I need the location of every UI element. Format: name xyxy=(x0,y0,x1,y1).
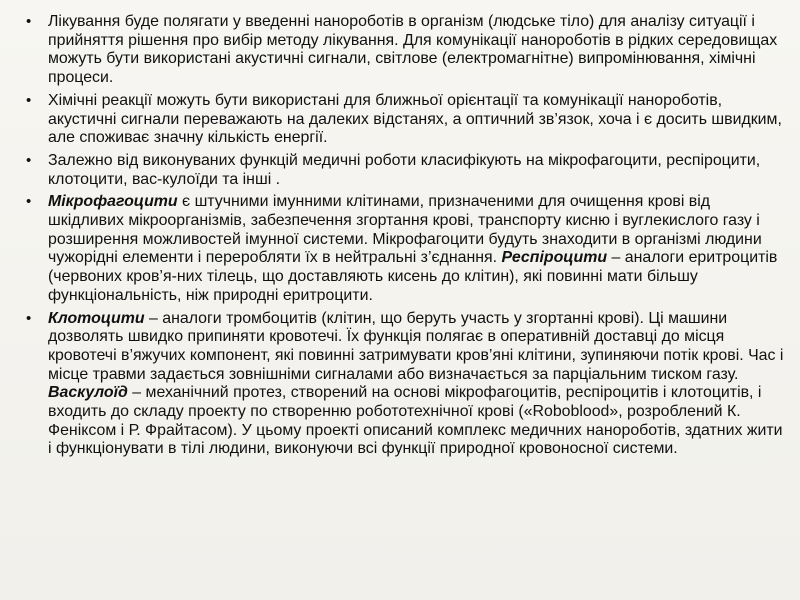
bullet-text: – аналоги тромбоцитів (клітин, що беруть участь у згортанні крові). Ці машини дозволять швидко припиняти кровотечі. Їх функція полягає в оперативній доставці до місця кровотечі в’яжучих компонент, які повинні затримувати кров’яні клітини, зупиняючи потік крові. Час і місце травми задається зовнішніми сигналами або визначається за парціальним тиском газу. xyxy=(48,309,784,383)
term-respirocytes: Респіроцити xyxy=(501,249,608,267)
bullet-item-classification xyxy=(24,152,784,189)
bullet-item-clottocytes xyxy=(24,310,784,460)
bullet-text: є штучними імунними клітинами, призначеними для очищення крові від шкідливих мікроорганізмів, забезпечення згортання крові, транспорту кисню і вуглекислого газу і розширення можливостей імунної системи. Мікрофагоцити будуть знаходити в організмі людини чужорідні елементи і переробляти їх в нейтральні з’єднання. xyxy=(48,193,762,267)
bullet-list xyxy=(24,13,784,463)
bullet-item-microphagocytes xyxy=(24,193,784,305)
bullet-item-treatment xyxy=(24,13,784,88)
bullet-text: Залежно від виконуваних функцій медичні роботи класифікують на мікрофагоцити, респіроцити, клотоцити, вас-кулоїди та інші . xyxy=(48,151,761,188)
bullet-text: Лікування буде полягати у введенні нанороботів в організм (людське тіло) для аналізу ситуації і прийняття рішення про вибір методу лікування. Для комунікації нанороботів в рідких середовищах можуть бути використані акустичні сигнали, світлове (електромагнітне) випромінювання, хімічні процеси. xyxy=(48,13,778,87)
bullet-text: – механічний протез, створений на основі мікрофагоцитів, респіроцитів і клотоцитів, і входить до складу проекту по створенню робототехнічної крові («Roboblood», розроблений К. Феніксом і Р. Фрайтасом). У цьому проекті описаний комплекс медичних нанороботів, здатних жити і функціонувати в тілі людини, виконуючи всі функції природної кровоносної системи. xyxy=(48,384,783,458)
term-clottocytes: Клотоцити xyxy=(48,309,145,327)
bullet-text: – аналоги еритроцитів (червоних кров’я-них тілець, що доставляють кисень до клітин), які повинні мати більшу функціональність, ніж природні еритроцити. xyxy=(48,249,778,304)
bullet-text: Хімічні реакції можуть бути використані для ближньої орієнтації та комунікації нанороботів, акустичні сигнали переважають на далеких відстанях, а оптичний зв’язок, хоча і є досить швидким, але споживає значну кількість енергії. xyxy=(48,91,782,147)
bullet-item-chemical-reactions xyxy=(24,92,784,148)
term-microphagocytes: Мікрофагоцити xyxy=(48,193,178,211)
term-vasculoid: Васкулоїд xyxy=(48,384,128,402)
